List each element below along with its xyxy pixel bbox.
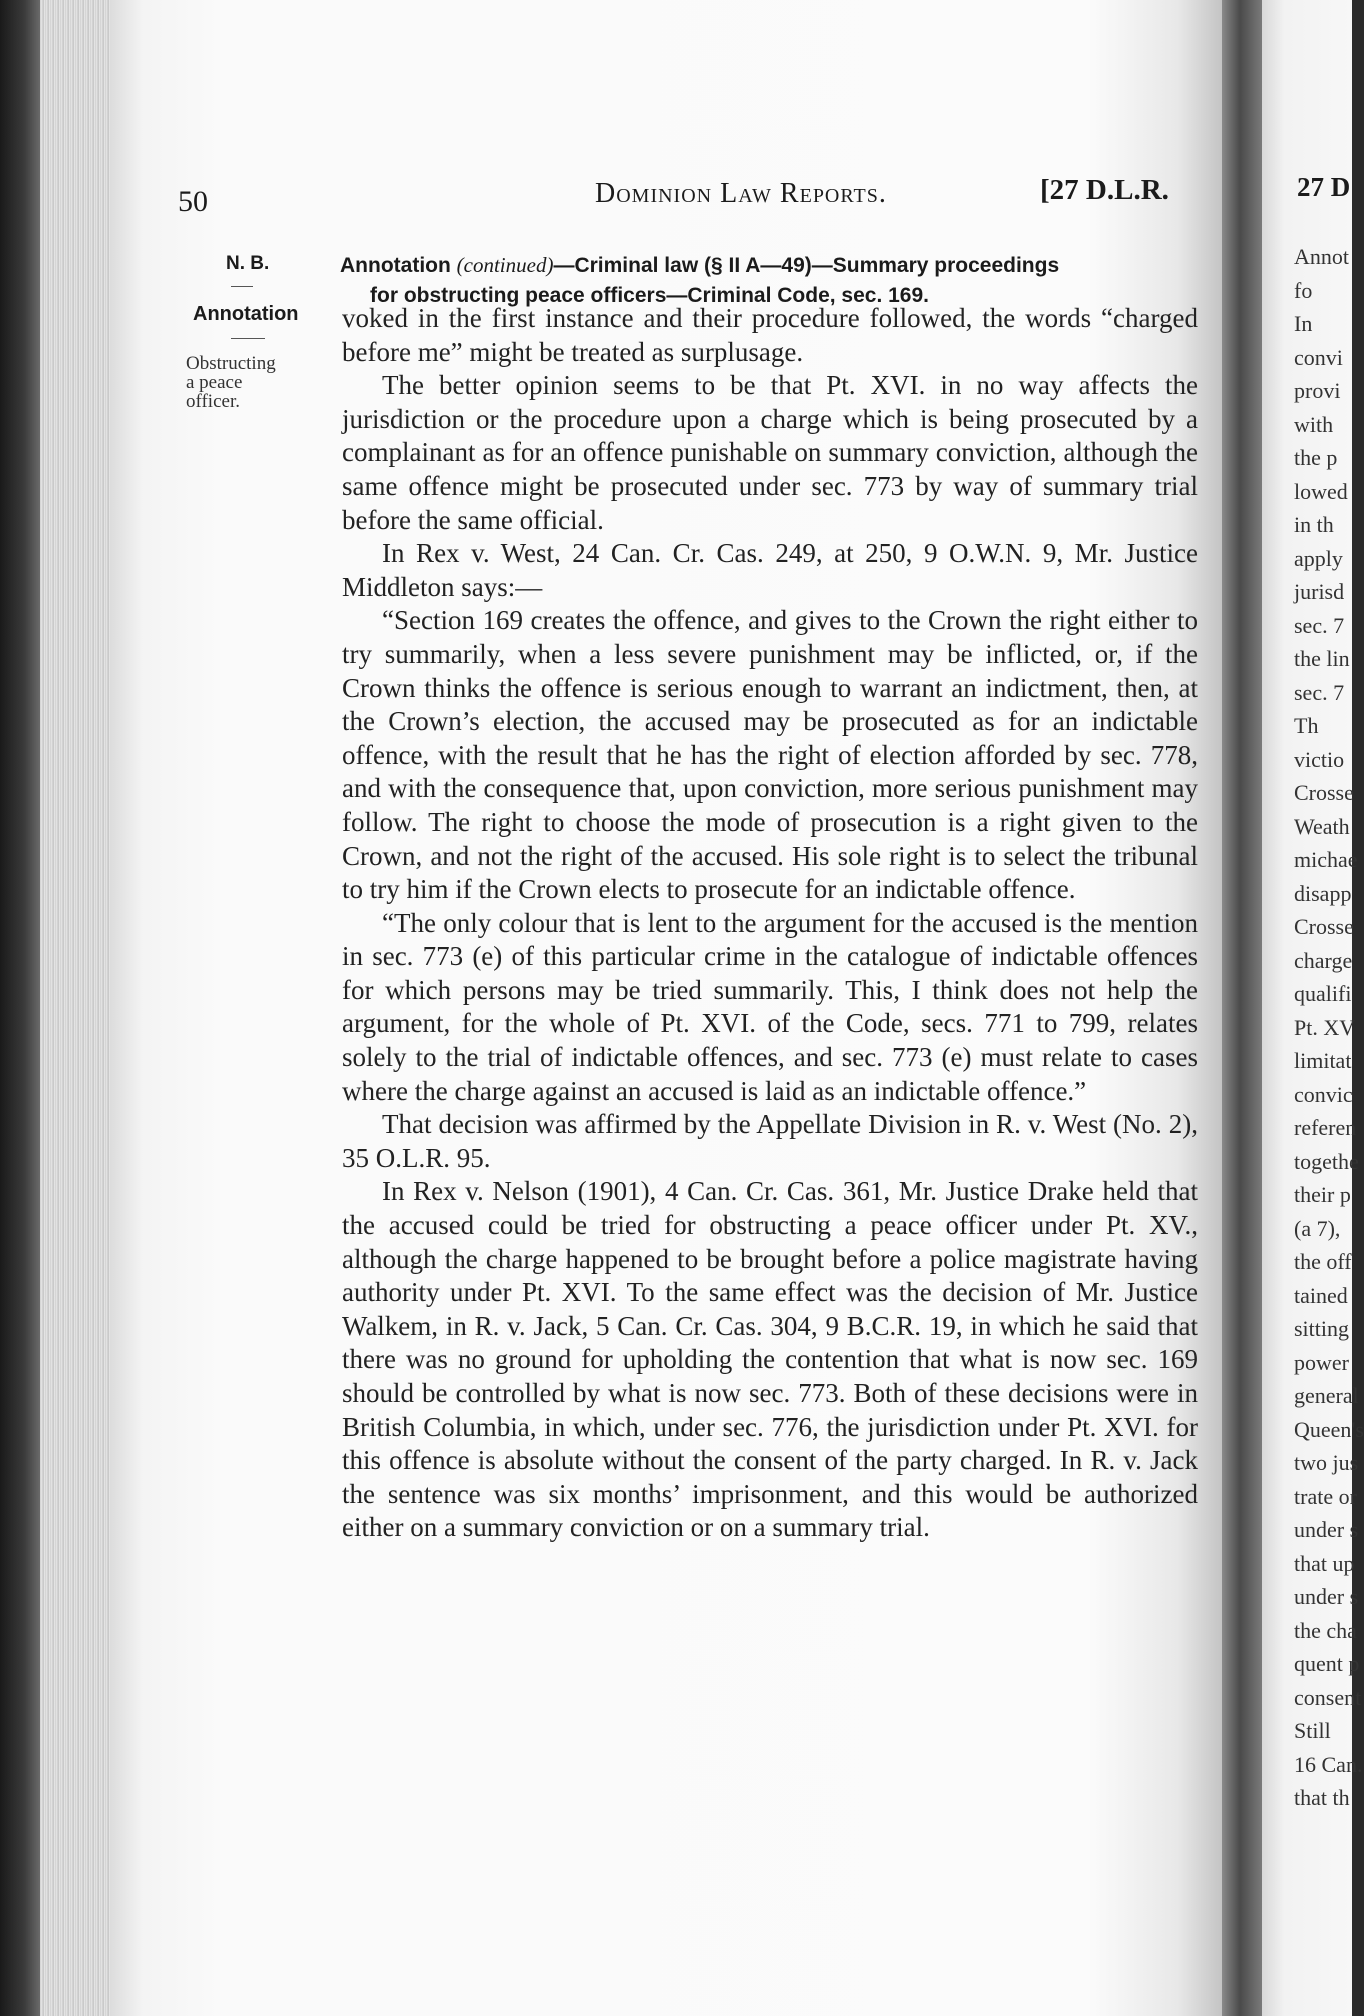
annotation-subject-line2: for obstructing peace officers—Criminal Code, sec. 169. — [370, 284, 929, 307]
margin-state: N. B. — [226, 253, 270, 274]
next-page-header: 27 D — [1297, 172, 1351, 202]
paragraph: voked in the first instance and their procedure followed, the words “charged before me” might be treated as surplusage. — [342, 303, 1198, 367]
next-page-fragment: the p — [1294, 445, 1338, 470]
next-page-fragment: Th — [1294, 713, 1319, 738]
next-page-fragment: consent — [1294, 1684, 1362, 1710]
next-page-fragment: limitat — [1294, 1048, 1352, 1073]
next-page-fragment: general — [1294, 1383, 1359, 1408]
next-page-fragment: michae — [1294, 847, 1358, 872]
running-title: Dominion Law Reports. — [595, 178, 887, 209]
next-page-fragment: sec. 7 — [1294, 612, 1345, 638]
volume-reference: [27 D.L.R. — [1040, 174, 1169, 206]
next-page-fragment: jurisd — [1294, 579, 1345, 604]
margin-topic-line: Obstructing — [186, 353, 276, 374]
next-page-fragment: the off — [1294, 1249, 1352, 1274]
next-page-fragment: with — [1294, 411, 1334, 437]
next-page-fragment: sec. 7 — [1294, 679, 1345, 705]
paragraph: “Section 169 creates the offence, and gives to the Crown the right either to try summarily, when a less severe punishment may be inflicted, or, if the Crown thinks the offence is serious enough to warrant an indictment, then, at the Crown’s election, the accused may be prosecuted as for an indictable offence, with the result that he has the right of election afforded by sec. 778, and with the consequence that, upon conviction, more serious punishment may follow. The right to choose the mode of prosecution is a right given to the Crown, and not the right of the accused. His sole right is to select the tribunal to try him if the Crown elects to prosecute for an indictable offence. — [342, 605, 1198, 905]
next-page — [1262, 0, 1364, 2016]
next-page-fragment: disapp — [1294, 880, 1352, 906]
next-page-fragment: sitting — [1294, 1316, 1350, 1341]
next-page-fragment: power — [1294, 1349, 1349, 1375]
next-page-fragment: Annot — [1294, 244, 1349, 269]
next-page-fragment: charge — [1294, 947, 1353, 973]
margin-rule — [231, 286, 253, 287]
next-page-fragment: qualifi — [1294, 981, 1352, 1006]
page-edges — [40, 0, 110, 2016]
body-text — [342, 302, 1198, 1545]
next-page-fragment: their p — [1294, 1182, 1351, 1207]
scanner-bed — [0, 0, 40, 2016]
next-page-fragment: provi — [1294, 378, 1341, 403]
next-page-fragment: the cha — [1294, 1617, 1357, 1643]
next-page-fragment: 16 Can. — [1294, 1751, 1363, 1777]
next-page-fragment: tained — [1294, 1282, 1348, 1308]
next-page-fragments — [1294, 240, 1364, 1815]
next-page-fragment: Still — [1294, 1718, 1331, 1743]
next-page-fragment: that th — [1294, 1785, 1350, 1810]
next-page-fragment: convic — [1294, 1081, 1353, 1107]
next-page-fragment: trate or — [1294, 1483, 1357, 1509]
book-gutter — [1222, 0, 1262, 2016]
annotation-continued: (continued) — [456, 253, 554, 277]
page-number: 50 — [178, 185, 208, 218]
next-page-fragment: referen — [1294, 1115, 1357, 1140]
paragraph: “The only colour that is lent to the argument for the accused is the mention in sec. 773 (e) of this particular crime in the catalogue of indictable offences for which persons may be tried summarily. This, I think does not help the argument, for the whole of Pt. XVI. of the Code, secs. 771 to 799, relates solely to the trial of indictable offences, and sec. 773 (e) must relate to cases where the charge against an accused is laid as an indictable offence.” — [342, 907, 1198, 1106]
margin-topic — [186, 354, 276, 411]
paragraph: In Rex v. West, 24 Can. Cr. Cas. 249, at 250, 9 O.W.N. 9, Mr. Justice Middleton says:— — [342, 538, 1198, 602]
next-page-fragment: under s — [1294, 1517, 1359, 1542]
next-page-fragment: (a 7), — [1294, 1215, 1341, 1241]
next-page-fragment: two jus — [1294, 1450, 1359, 1475]
annotation-subject: —Criminal law (§ II A—49)—Summary proceedings — [553, 254, 1060, 277]
next-page-fragment: Queen's — [1294, 1416, 1364, 1442]
next-page-fragment: Crosse — [1294, 914, 1354, 939]
next-page-fragment: togethe — [1294, 1148, 1359, 1174]
next-page-fragment: fo — [1294, 277, 1313, 303]
annotation-label: Annotation — [340, 254, 451, 277]
margin-topic-line: a peace — [186, 372, 243, 393]
next-page-fragment: convi — [1294, 344, 1343, 370]
next-page-fragment: the lin — [1294, 646, 1350, 671]
next-page-fragment: under s — [1294, 1584, 1359, 1609]
margin-rule — [231, 338, 265, 339]
margin-section: Annotation — [193, 303, 299, 325]
next-page-fragment: quent p — [1294, 1651, 1360, 1676]
paragraph: That decision was affirmed by the Appellate Division in R. v. West (No. 2), 35 O.L.R. 95. — [342, 1109, 1198, 1173]
paragraph: In Rex v. Nelson (1901), 4 Can. Cr. Cas. 361, Mr. Justice Drake held that the accused could be tried for obstructing a peace officer under Pt. XV., although the charge happened to be brought before a police magistrate having authority under Pt. XVI. To the same effect was the decision of Mr. Justice Walkem, in R. v. Jack, 5 Can. Cr. Cas. 304, 9 B.C.R. 19, in which he said that there was no ground for upholding the contention that what is now sec. 169 should be controlled by what is now sec. 773. Both of these decisions were in British Columbia, in which, under sec. 776, the jurisdiction under Pt. XVI. for this offence is absolute without the consent of the party charged. In R. v. Jack the sentence was six months’ imprisonment, and this would be authorized either on a summary conviction or on a summary trial. — [342, 1176, 1198, 1543]
margin-topic-line: officer. — [186, 391, 240, 412]
next-page-fragment: in th — [1294, 512, 1334, 537]
next-page-fragment: Weath — [1294, 813, 1350, 839]
next-page-fragment: lowed — [1294, 478, 1348, 504]
next-page-fragment: Pt. XV — [1294, 1014, 1356, 1040]
paragraph: The better opinion seems to be that Pt. XVI. in no way affects the jurisdiction or the procedure upon a charge which is being prosecuted by a complainant as for an offence punishable on summary conviction, although the same offence might be prosecuted under sec. 773 by way of summary trial before the same official. — [342, 370, 1198, 535]
next-page-fragment: Crosse — [1294, 780, 1354, 805]
next-page-fragment: victio — [1294, 746, 1345, 772]
next-page-fragment: that up — [1294, 1550, 1355, 1576]
next-page-fragment: apply — [1294, 545, 1343, 571]
next-page-fragment: In — [1294, 311, 1313, 336]
